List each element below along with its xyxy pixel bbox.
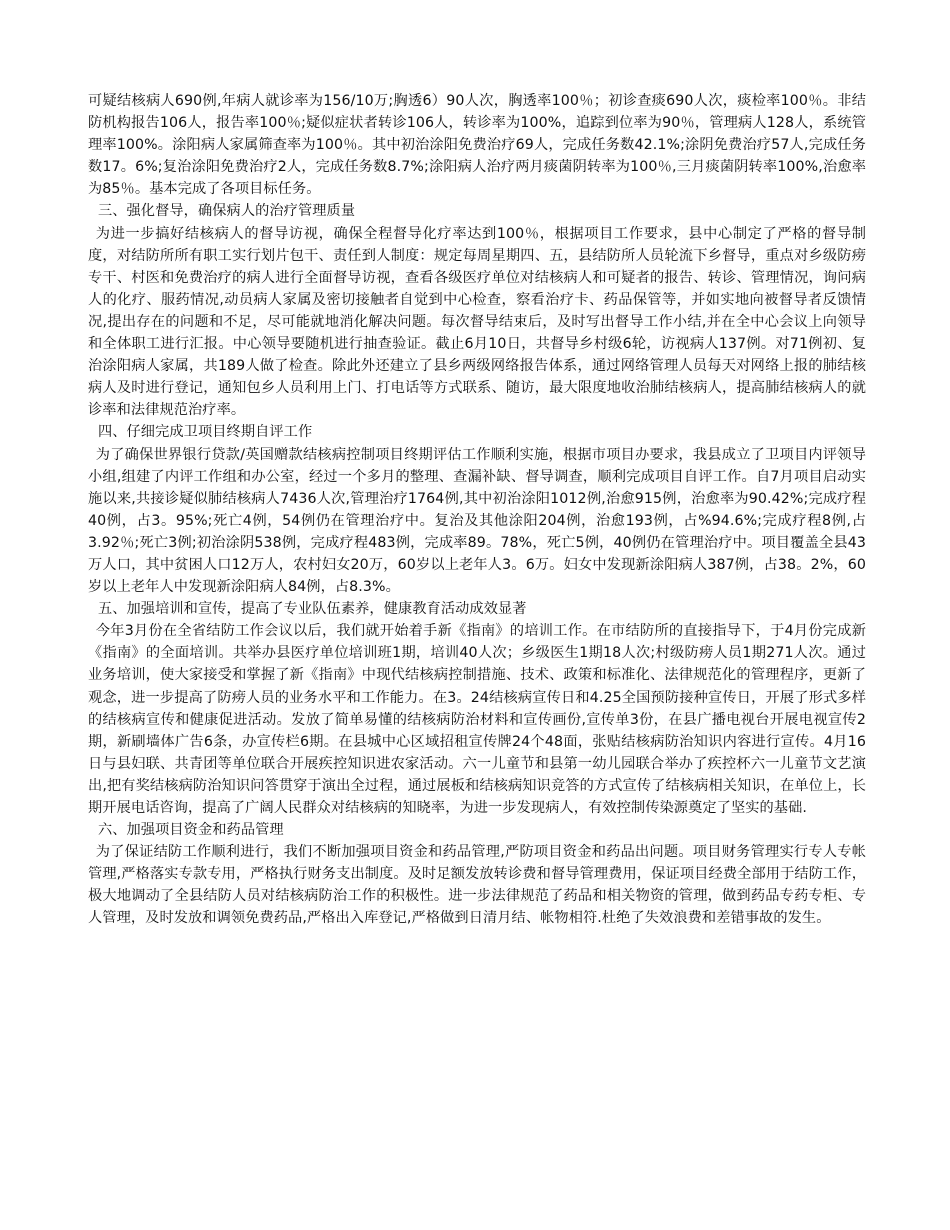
document-body: [88, 90, 866, 930]
section-heading-3: 三、强化督导，确保病人的治疗管理质量: [97, 203, 356, 220]
paragraph-training-publicity: 今年3月份在全省结防工作会议以后，我们就开始着手新《指南》的培训工作。在市结防所的直接指导下，于4月份完成新《指南》的全面培训。共举办县医疗单位培训班1期，培训40人次；乡级医生1期18人次;村级防痨人员1期271人次。通过业务培训，使大家接受和掌握了新《指南》中现代结核病控制措施、技术、政策和标准化、法律规范化的管理程序，更新了观念，进一步提高了防痨人员的业务水平和工作能力。在3。24结核病宣传日和4.25全国预防接种宣传日，开展了形式多样的结核病宣传和健康促进活动。发放了简单易懂的结核病防治材料和宣传画份,宣传单3份，在县广播电视台开展电视宣传2期，新刷墙体广告6条，办宣传栏6期。在县城中心区域招租宣传牌24个48面，张贴结核病防治知识内容进行宣传。4月16日与县妇联、共青团等单位联合开展疾控知识进农家活动。六一儿童节和县第一幼儿园联合举办了疾控杯六一儿童节文艺演出,把有奖结核病防治知识问答贯穿于演出全过程，通过展板和结核病知识竞答的方式宣传了结核病相关知识，在单位上，长期开展电话咨询，提高了广阔人民群众对结核病的知晓率，为进一步发现病人，有效控制传染源奠定了坚实的基础.: [88, 623, 866, 816]
paragraph-case-statistics: 可疑结核病人690例,年病人就诊率为156/10万;胸透6）90人次，胸透率100％；初诊查痰690人次，痰检率100％。非结防机构报告106人，报告率100％;疑似症状者转诊106人，转诊率为100%，追踪到位率为90％，管理病人128人，系统管理率100%。涂阳病人家属筛查率为100％。其中初治涂阳免费治疗69人，完成任务数42.1%;涂阴免费治疗57人,完成任务数17。6%;复治涂阳免费治疗2人，完成任务数8.7%;涂阳病人治疗两月痰菌阴转率为100％,三月痰菌阴转率100%,治愈率为85％。基本完成了各项目标任务。: [88, 93, 866, 198]
paragraph-self-evaluation: 为了确保世界银行贷款/英国赠款结核病控制项目终期评估工作顺利实施，根据市项目办要求，我县成立了卫项目内评领导小组,组建了内评工作组和办公室，经过一个多月的整理、查漏补缺、督导调查，顺利完成项目自评工作。自7月项目启动实施以来,共接诊疑似肺结核病人7436人次,管理治疗1764例,其中初治涂阳1012例,治愈915例，治愈率为90.42%;完成疗程40例，占3。95%;死亡4例，54例仍在管理治疗中。复治及其他涂阳204例，治愈193例，占%94.6%;完成疗程8例,占3.92％;死亡3例;初治涂阴538例，完成疗程483例，完成率89。78%，死亡5例，40例仍在管理治疗中。项目覆盖全县43万人口，其中贫困人口12万人，农村妇女20万，60岁以上老年人3。6万。妇女中发现新涂阳病人387例，占38。2%，60岁以上老年人中发现新涂阳病人84例，占8.3%。: [88, 446, 866, 596]
paragraph-funds-drugs: 为了保证结防工作顺利进行，我们不断加强项目资金和药品管理,严防项目资金和药品出问题。项目财务管理实行专人专帐管理,严格落实专款专用，严格执行财务支出制度。及时足额发放转诊费和督导管理费用，保证项目经费全部用于结防工作，极大地调动了全县结防人员对结核病防治工作的积极性。进一步法律规范了药品和相关物资的管理，做到药品专药专柜、专人管理，及时发放和调领免费药品,严格出入库登记,严格做到日清月结、帐物相符.杜绝了失效浪费和差错事故的发生。: [88, 844, 866, 927]
section-heading-5: 五、加强培训和宣传，提高了专业队伍素养，健康教育活动成效显著: [97, 601, 527, 618]
paragraph-supervision: 为进一步搞好结核病人的督导访视，确保全程督导化疗率达到100％，根据项目工作要求，县中心制定了严格的督导制度，对结防所所有职工实行划片包干、责任到人制度：规定每周星期四、五，县结防所人员轮流下乡督导，重点对乡级防痨专干、村医和免费治疗的病人进行全面督导访视，查看各级医疗单位对结核病人和可疑者的报告、转诊、管理情况，询问病人的化疗、服药情况,动员病人家属及密切接触者自觉到中心检查，察看治疗卡、药品保管等，并如实地向被督导者反馈情况,提出存在的问题和不足，尽可能就地消化解决问题。每次督导结束后，及时写出督导工作小结,并在全中心会议上向领导和全体职工进行汇报。中心领导要随机进行抽查验证。截止6月10日，共督导乡村级6轮，访视病人137例。对71例初、复治涂阳病人家属，共189人做了检查。除此外还建立了县乡两级网络报告体系，通过网络管理人员每天对网络上报的肺结核病人及时进行登记，通知包乡人员利用上门、打电话等方式联系、随访，最大限度地收治肺结核病人，提高肺结核病人的就诊率和法律规范治疗率。: [88, 225, 866, 419]
section-heading-4: 四、仔细完成卫项目终期自评工作: [97, 424, 313, 441]
section-heading-6: 六、加强项目资金和药品管理: [97, 822, 284, 839]
